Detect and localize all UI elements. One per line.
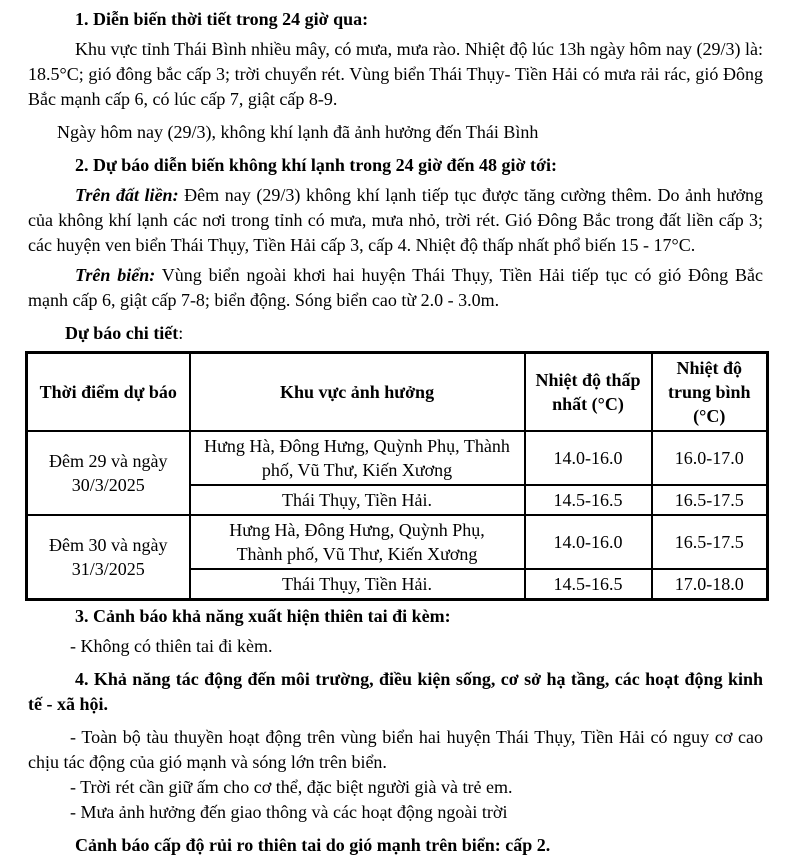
temp-min-cell: 14.5-16.5 xyxy=(525,569,652,600)
forecast-table-header-row xyxy=(27,353,768,432)
temp-min-cell: 14.5-16.5 xyxy=(525,485,652,515)
area-cell: Thái Thụy, Tiền Hải. xyxy=(190,485,525,515)
section-3-bullet: - Không có thiên tai đi kèm. xyxy=(70,636,273,656)
area-cell: Hưng Hà, Đông Hưng, Quỳnh Phụ, Thành phố, Vũ Thư, Kiến Xương xyxy=(190,431,525,485)
forecast-table-caption: Dự báo chi tiết: xyxy=(65,323,184,343)
on-land-lead: Trên đất liền: xyxy=(75,185,179,205)
column-header-area: Khu vực ảnh hưởng xyxy=(190,353,525,432)
on-land-text: Đêm nay (29/3) không khí lạnh tiếp tục được tăng cường thêm. Do ảnh hưởng của không khí lạnh các nơi trong tỉnh có mưa, mưa nhỏ, trời rét. Gió Đông Bắc trong đất liền cấp 3; các huyện ven biển Thái Thụy, Tiền Hải cấp 3, cấp 4. Nhiệt độ thấp nhất phổ biến 15 - 17°C. xyxy=(28,185,763,255)
temp-avg-cell: 16.5-17.5 xyxy=(652,485,768,515)
temp-avg-cell: 16.5-17.5 xyxy=(652,515,768,569)
table-row xyxy=(27,515,768,569)
forecast-table xyxy=(25,351,769,601)
temp-avg-cell: 16.0-17.0 xyxy=(652,431,768,485)
period-cell: Đêm 30 và ngày 31/3/2025 xyxy=(27,515,190,600)
on-sea-text: Vùng biển ngoài khơi hai huyện Thái Thụy, Tiền Hải tiếp tục có gió Đông Bắc mạnh cấp 6, giật cấp 7-8; biển động. Sóng biển cao từ 2.0 - 3.0m. xyxy=(28,265,763,310)
column-header-temp-avg: Nhiệt độ trung bình (°C) xyxy=(652,353,768,432)
section-1-heading: 1. Diễn biến thời tiết trong 24 giờ qua: xyxy=(75,9,369,29)
temp-min-cell: 14.0-16.0 xyxy=(525,515,652,569)
section-4-bullet-rain: - Mưa ảnh hưởng đến giao thông và các hoạt động ngoài trời xyxy=(70,802,508,822)
weather-past-24h-paragraph: Khu vực tỉnh Thái Bình nhiều mây, có mưa, mưa rào. Nhiệt độ lúc 13h ngày hôm nay (29/3) là: 18.5°C; gió đông bắc cấp 3; trời chuyển rét. Vùng biển Thái Thụy- Tiền Hải có mưa rải rác, gió Đông Bắc mạnh cấp 6, có lúc cấp 7, giật cấp 8-9. xyxy=(28,39,763,109)
on-sea-paragraph xyxy=(28,263,763,313)
temp-avg-cell: 17.0-18.0 xyxy=(652,569,768,600)
column-header-time: Thời điểm dự báo xyxy=(27,353,190,432)
section-4-bullet-ships: - Toàn bộ tàu thuyền hoạt động trên vùng biển hai huyện Thái Thụy, Tiền Hải có nguy cơ cao chịu tác động của gió mạnh và sóng lớn trên biển. xyxy=(28,727,763,772)
on-land-paragraph xyxy=(28,183,763,258)
area-cell: Hưng Hà, Đông Hưng, Quỳnh Phụ, Thành phố, Vũ Thư, Kiến Xương xyxy=(190,515,525,569)
column-header-temp-min: Nhiệt độ thấp nhất (°C) xyxy=(525,353,652,432)
on-sea-lead: Trên biển: xyxy=(75,265,156,285)
section-2-heading: 2. Dự báo diễn biến không khí lạnh trong 24 giờ đến 48 giờ tới: xyxy=(75,155,557,175)
temp-min-cell: 14.0-16.0 xyxy=(525,431,652,485)
section-4-heading: 4. Khả năng tác động đến môi trường, điều kiện sống, cơ sở hạ tầng, các hoạt động kinh tế - xã hội. xyxy=(28,669,763,714)
table-row xyxy=(27,431,768,485)
risk-level-warning: Cảnh báo cấp độ rủi ro thiên tai do gió mạnh trên biển: cấp 2. xyxy=(75,835,551,855)
area-cell: Thái Thụy, Tiền Hải. xyxy=(190,569,525,600)
period-cell: Đêm 29 và ngày 30/3/2025 xyxy=(27,431,190,515)
section-3-heading: 3. Cảnh báo khả năng xuất hiện thiên tai đi kèm: xyxy=(75,606,451,626)
section-4-bullet-cold: - Trời rét cần giữ ấm cho cơ thể, đặc biệt người già và trẻ em. xyxy=(70,777,513,797)
cold-air-note: Ngày hôm nay (29/3), không khí lạnh đã ảnh hưởng đến Thái Bình xyxy=(57,122,539,142)
